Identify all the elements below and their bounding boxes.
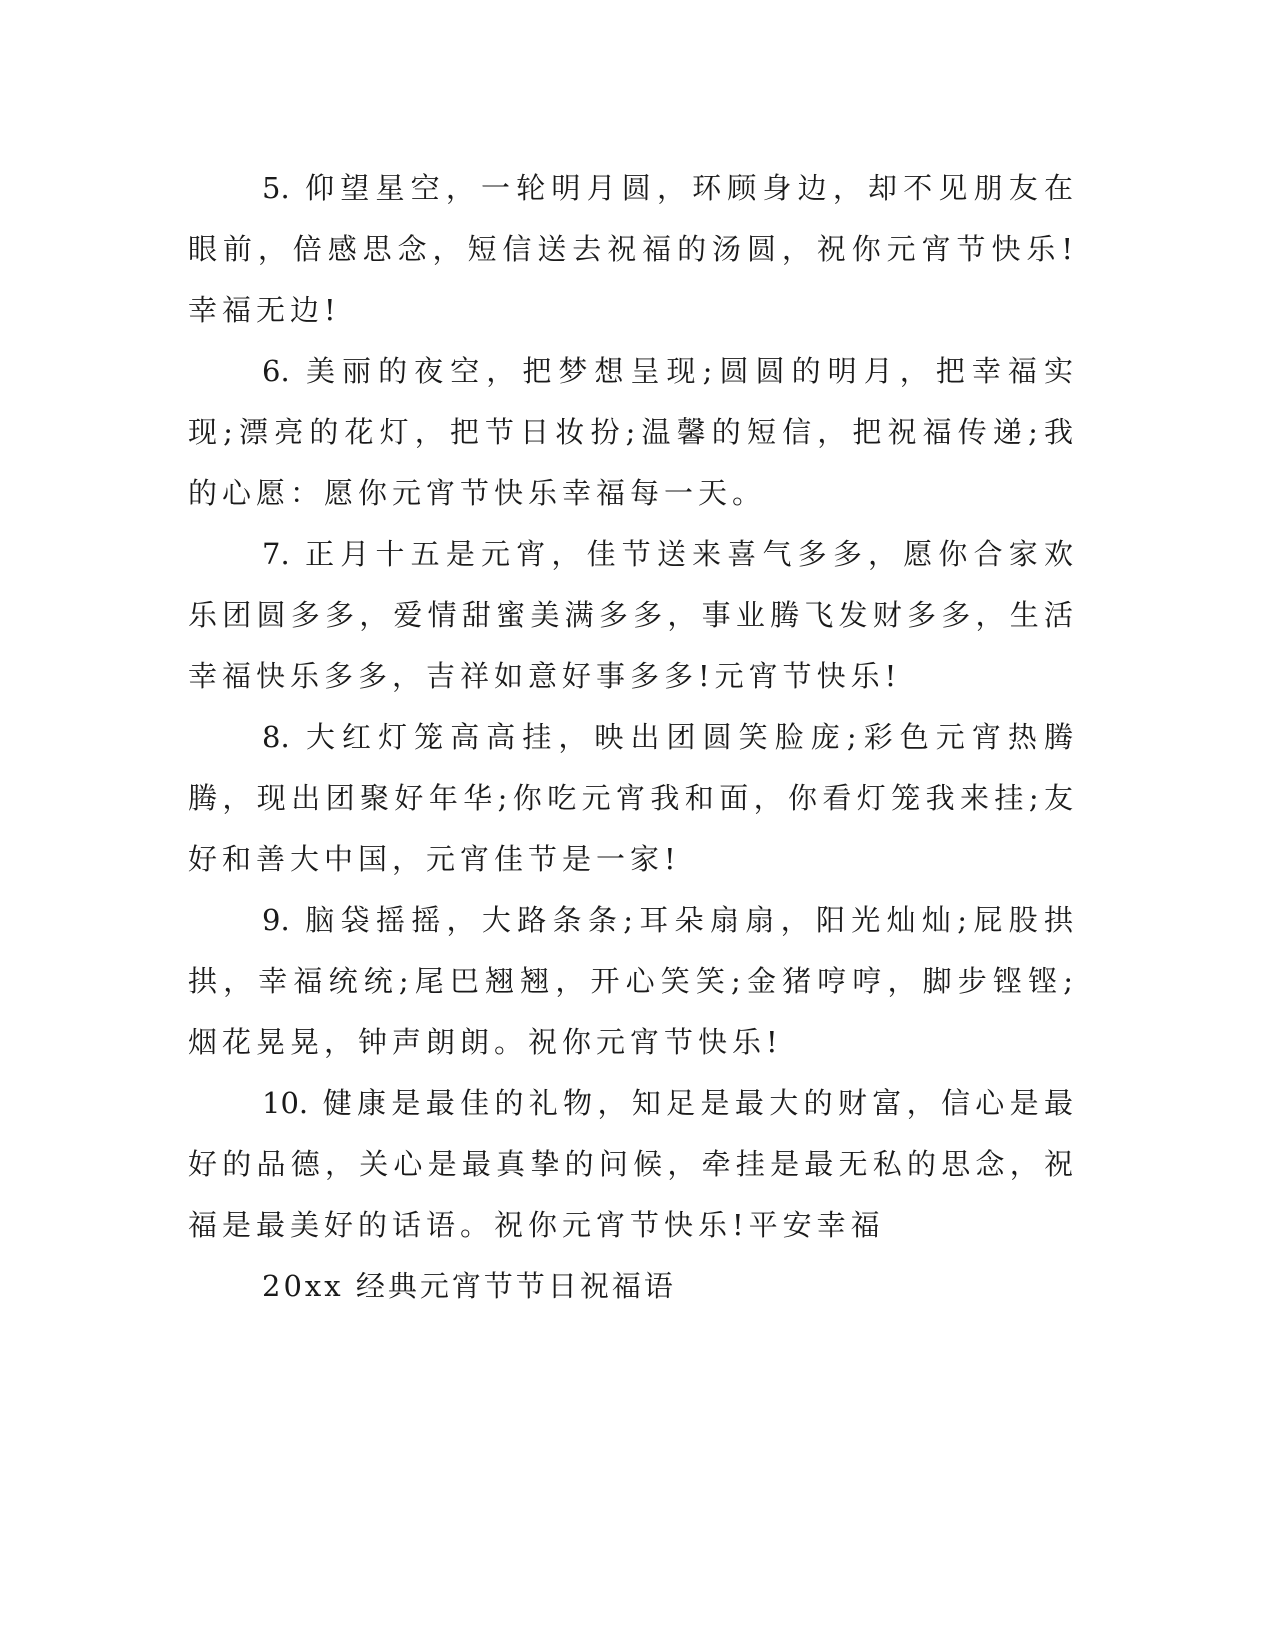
item-text: 大红灯笼高高挂，映出团圆笑脸庞;彩色元宵热腾腾，现出团聚好年华;你吃元宵我和面，你看灯笼我来挂;友好和善大中国，元宵佳节是一家! <box>188 720 1078 876</box>
list-item-6 <box>188 341 1078 524</box>
item-text: 健康是最佳的礼物，知足是最大的财富，信心是最好的品德，关心是最真挚的问候，牵挂是最无私的思念，祝福是最美好的话语。祝你元宵节快乐!平安幸福 <box>188 1086 1078 1242</box>
list-item-10 <box>188 1073 1078 1256</box>
section-heading: 20xx 经典元宵节节日祝福语 <box>262 1269 676 1303</box>
item-number: 5. <box>262 171 290 205</box>
item-number: 10. <box>262 1086 309 1120</box>
list-item-7 <box>188 524 1078 707</box>
item-text: 仰望星空，一轮明月圆，环顾身边，却不见朋友在眼前，倍感思念，短信送去祝福的汤圆，祝你元宵节快乐!幸福无边! <box>188 171 1078 327</box>
document-body <box>188 158 1078 1317</box>
item-number: 8. <box>262 720 290 754</box>
item-text: 美丽的夜空，把梦想呈现;圆圆的明月，把幸福实现;漂亮的花灯，把节日妆扮;温馨的短信，把祝福传递;我的心愿：愿你元宵节快乐幸福每一天。 <box>188 354 1078 510</box>
list-item-9 <box>188 890 1078 1073</box>
item-number: 7. <box>262 537 290 571</box>
item-number: 9. <box>262 903 290 937</box>
list-item-8 <box>188 707 1078 890</box>
list-item-5 <box>188 158 1078 341</box>
item-text: 脑袋摇摇，大路条条;耳朵扇扇，阳光灿灿;屁股拱拱，幸福统统;尾巴翘翘，开心笑笑;金猪哼哼，脚步铿铿;烟花晃晃，钟声朗朗。祝你元宵节快乐! <box>188 903 1079 1059</box>
item-number: 6. <box>262 354 290 388</box>
item-text: 正月十五是元宵，佳节送来喜气多多，愿你合家欢乐团圆多多，爱情甜蜜美满多多，事业腾飞发财多多，生活幸福快乐多多，吉祥如意好事多多!元宵节快乐! <box>188 537 1078 693</box>
